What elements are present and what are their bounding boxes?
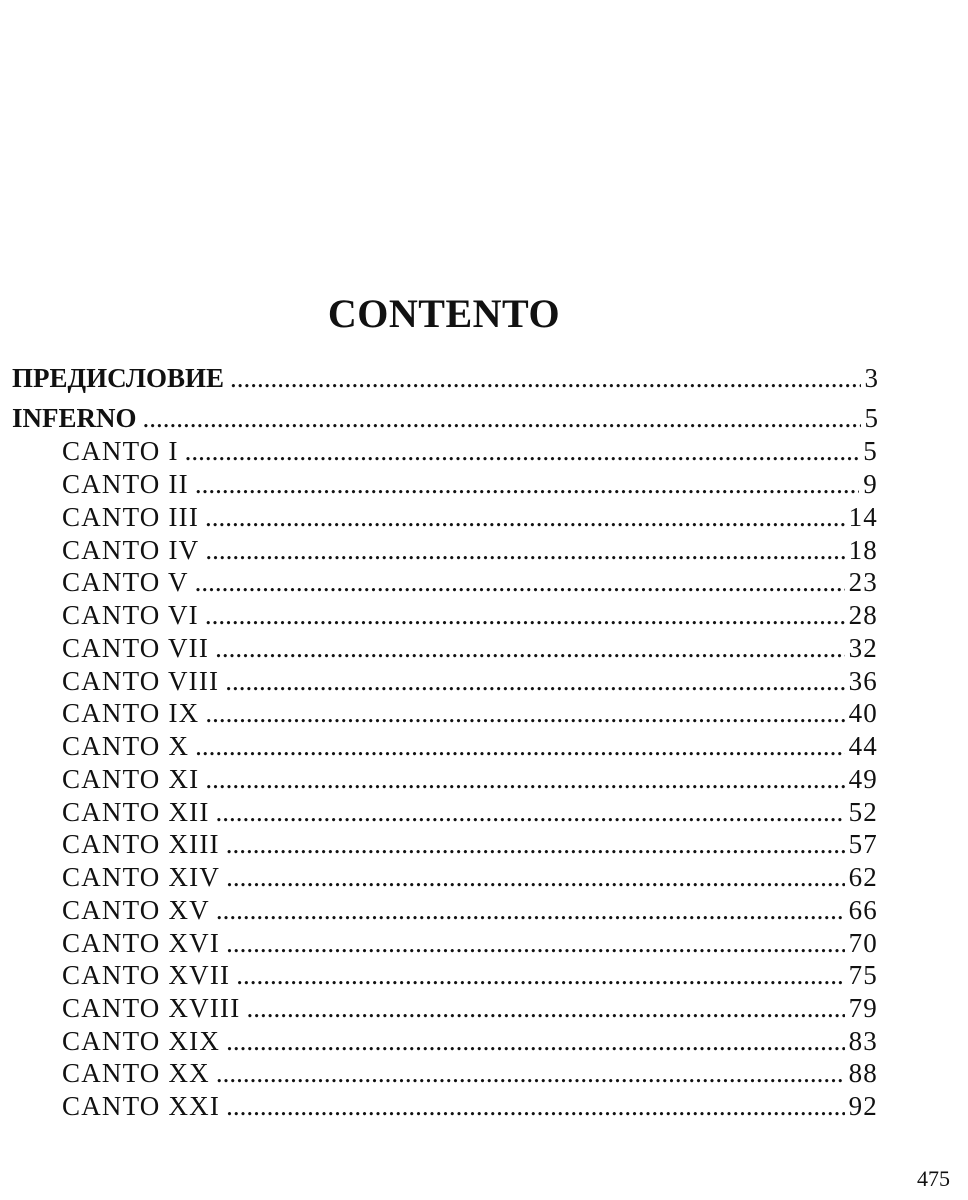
toc-entry-label: CANTO XV	[62, 895, 210, 925]
toc-entry-label: CANTO XVII	[62, 960, 231, 990]
toc-entry-label: CANTO V	[62, 567, 189, 597]
toc-entry-canto	[62, 992, 878, 1024]
toc-entry-page: 28	[848, 600, 878, 630]
dot-leader	[195, 468, 859, 500]
dot-leader	[143, 402, 861, 434]
toc-entry-page: 57	[848, 829, 878, 859]
dot-leader	[236, 959, 844, 991]
toc-entry-canto	[62, 861, 878, 893]
dot-leader	[225, 665, 844, 697]
toc-entry-page: 49	[848, 764, 878, 794]
toc-entry-canto	[62, 730, 878, 762]
dot-leader	[205, 763, 844, 795]
toc-entry-label: CANTO III	[62, 502, 200, 532]
toc-entry-label: CANTO I	[62, 436, 179, 466]
toc-entry-canto	[62, 828, 878, 860]
dot-leader	[216, 1057, 845, 1089]
toc-entry-canto	[62, 763, 878, 795]
dot-leader	[215, 632, 845, 664]
dot-leader	[230, 362, 860, 394]
toc-entry-canto	[62, 599, 878, 631]
toc-entry-page: 83	[848, 1026, 878, 1056]
toc-entry-label: CANTO XVI	[62, 928, 221, 958]
toc-entry-label: CANTO XI	[62, 764, 200, 794]
dot-leader	[226, 927, 845, 959]
toc-entry-label: CANTO VIII	[62, 666, 220, 696]
toc-entry-page: 52	[848, 797, 878, 827]
toc-entry-page: 23	[848, 567, 878, 597]
toc-entry-page: 3	[864, 363, 878, 393]
toc-entry-canto	[62, 959, 878, 991]
dot-leader	[205, 501, 845, 533]
toc-entry-label: ПРЕДИСЛОВИЕ	[12, 363, 225, 393]
toc-entry-page: 70	[848, 928, 878, 958]
toc-entry-label: CANTO X	[62, 731, 190, 761]
toc-entry-preface	[12, 362, 878, 394]
toc-entry-label: CANTO IV	[62, 535, 200, 565]
toc-entry-page: 92	[848, 1091, 878, 1121]
toc-entry-canto	[62, 796, 878, 828]
dot-leader	[216, 796, 845, 828]
toc-entry-label: CANTO IX	[62, 698, 200, 728]
toc-entry-label: CANTO XIX	[62, 1026, 221, 1056]
dot-leader	[205, 599, 845, 631]
toc-entry-canto	[62, 1057, 878, 1089]
dot-leader	[246, 992, 844, 1024]
toc-entry-page: 14	[848, 502, 878, 532]
toc-entry-canto	[62, 1090, 878, 1122]
toc-entry-page: 32	[848, 633, 878, 663]
toc-entry-page: 66	[848, 895, 878, 925]
toc-entry-label: CANTO XVIII	[62, 993, 241, 1023]
toc-entry-canto	[62, 632, 878, 664]
page-number: 475	[917, 1166, 950, 1191]
toc-entry-canto	[62, 665, 878, 697]
toc-entry-label: CANTO XII	[62, 797, 210, 827]
toc-entry-page: 18	[848, 535, 878, 565]
toc-entry-inferno	[12, 402, 878, 434]
page-title: CONTENTO	[327, 291, 561, 336]
toc-entry-canto	[62, 697, 878, 729]
dot-leader	[195, 566, 845, 598]
toc-entry-label: INFERNO	[12, 403, 137, 433]
dot-leader	[226, 1090, 845, 1122]
toc-entry-page: 5	[864, 403, 878, 433]
toc-entry-label: CANTO II	[62, 469, 189, 499]
toc-entry-page: 62	[848, 862, 878, 892]
toc-entry-page: 88	[848, 1058, 878, 1088]
dot-leader	[185, 435, 860, 467]
toc-entry-label: CANTO XXI	[62, 1091, 221, 1121]
toc-entry-canto	[62, 566, 878, 598]
dot-leader	[216, 894, 845, 926]
dot-leader	[205, 697, 844, 729]
toc-entry-canto	[62, 894, 878, 926]
toc-entry-page: 9	[863, 469, 878, 499]
toc-entry-canto	[62, 534, 878, 566]
toc-entry-page: 44	[848, 731, 878, 761]
dot-leader	[226, 1025, 845, 1057]
toc-entry-page: 5	[863, 436, 878, 466]
toc-entry-label: CANTO XIII	[62, 829, 220, 859]
toc-entry-page: 79	[848, 993, 878, 1023]
toc-entry-canto	[62, 435, 878, 467]
toc-entry-label: CANTO XIV	[62, 862, 221, 892]
toc-entry-canto	[62, 468, 878, 500]
dot-leader	[195, 730, 844, 762]
dot-leader	[226, 828, 845, 860]
dot-leader	[226, 861, 845, 893]
toc-entry-page: 40	[848, 698, 878, 728]
toc-entry-canto	[62, 501, 878, 533]
toc-entry-canto	[62, 1025, 878, 1057]
dot-leader	[205, 534, 844, 566]
toc-entry-page: 36	[848, 666, 878, 696]
toc-entry-label: CANTO XX	[62, 1058, 210, 1088]
toc-entry-label: CANTO VI	[62, 600, 199, 630]
toc-entry-page: 75	[848, 960, 878, 990]
toc-entry-label: CANTO VII	[62, 633, 210, 663]
toc-entry-canto	[62, 927, 878, 959]
